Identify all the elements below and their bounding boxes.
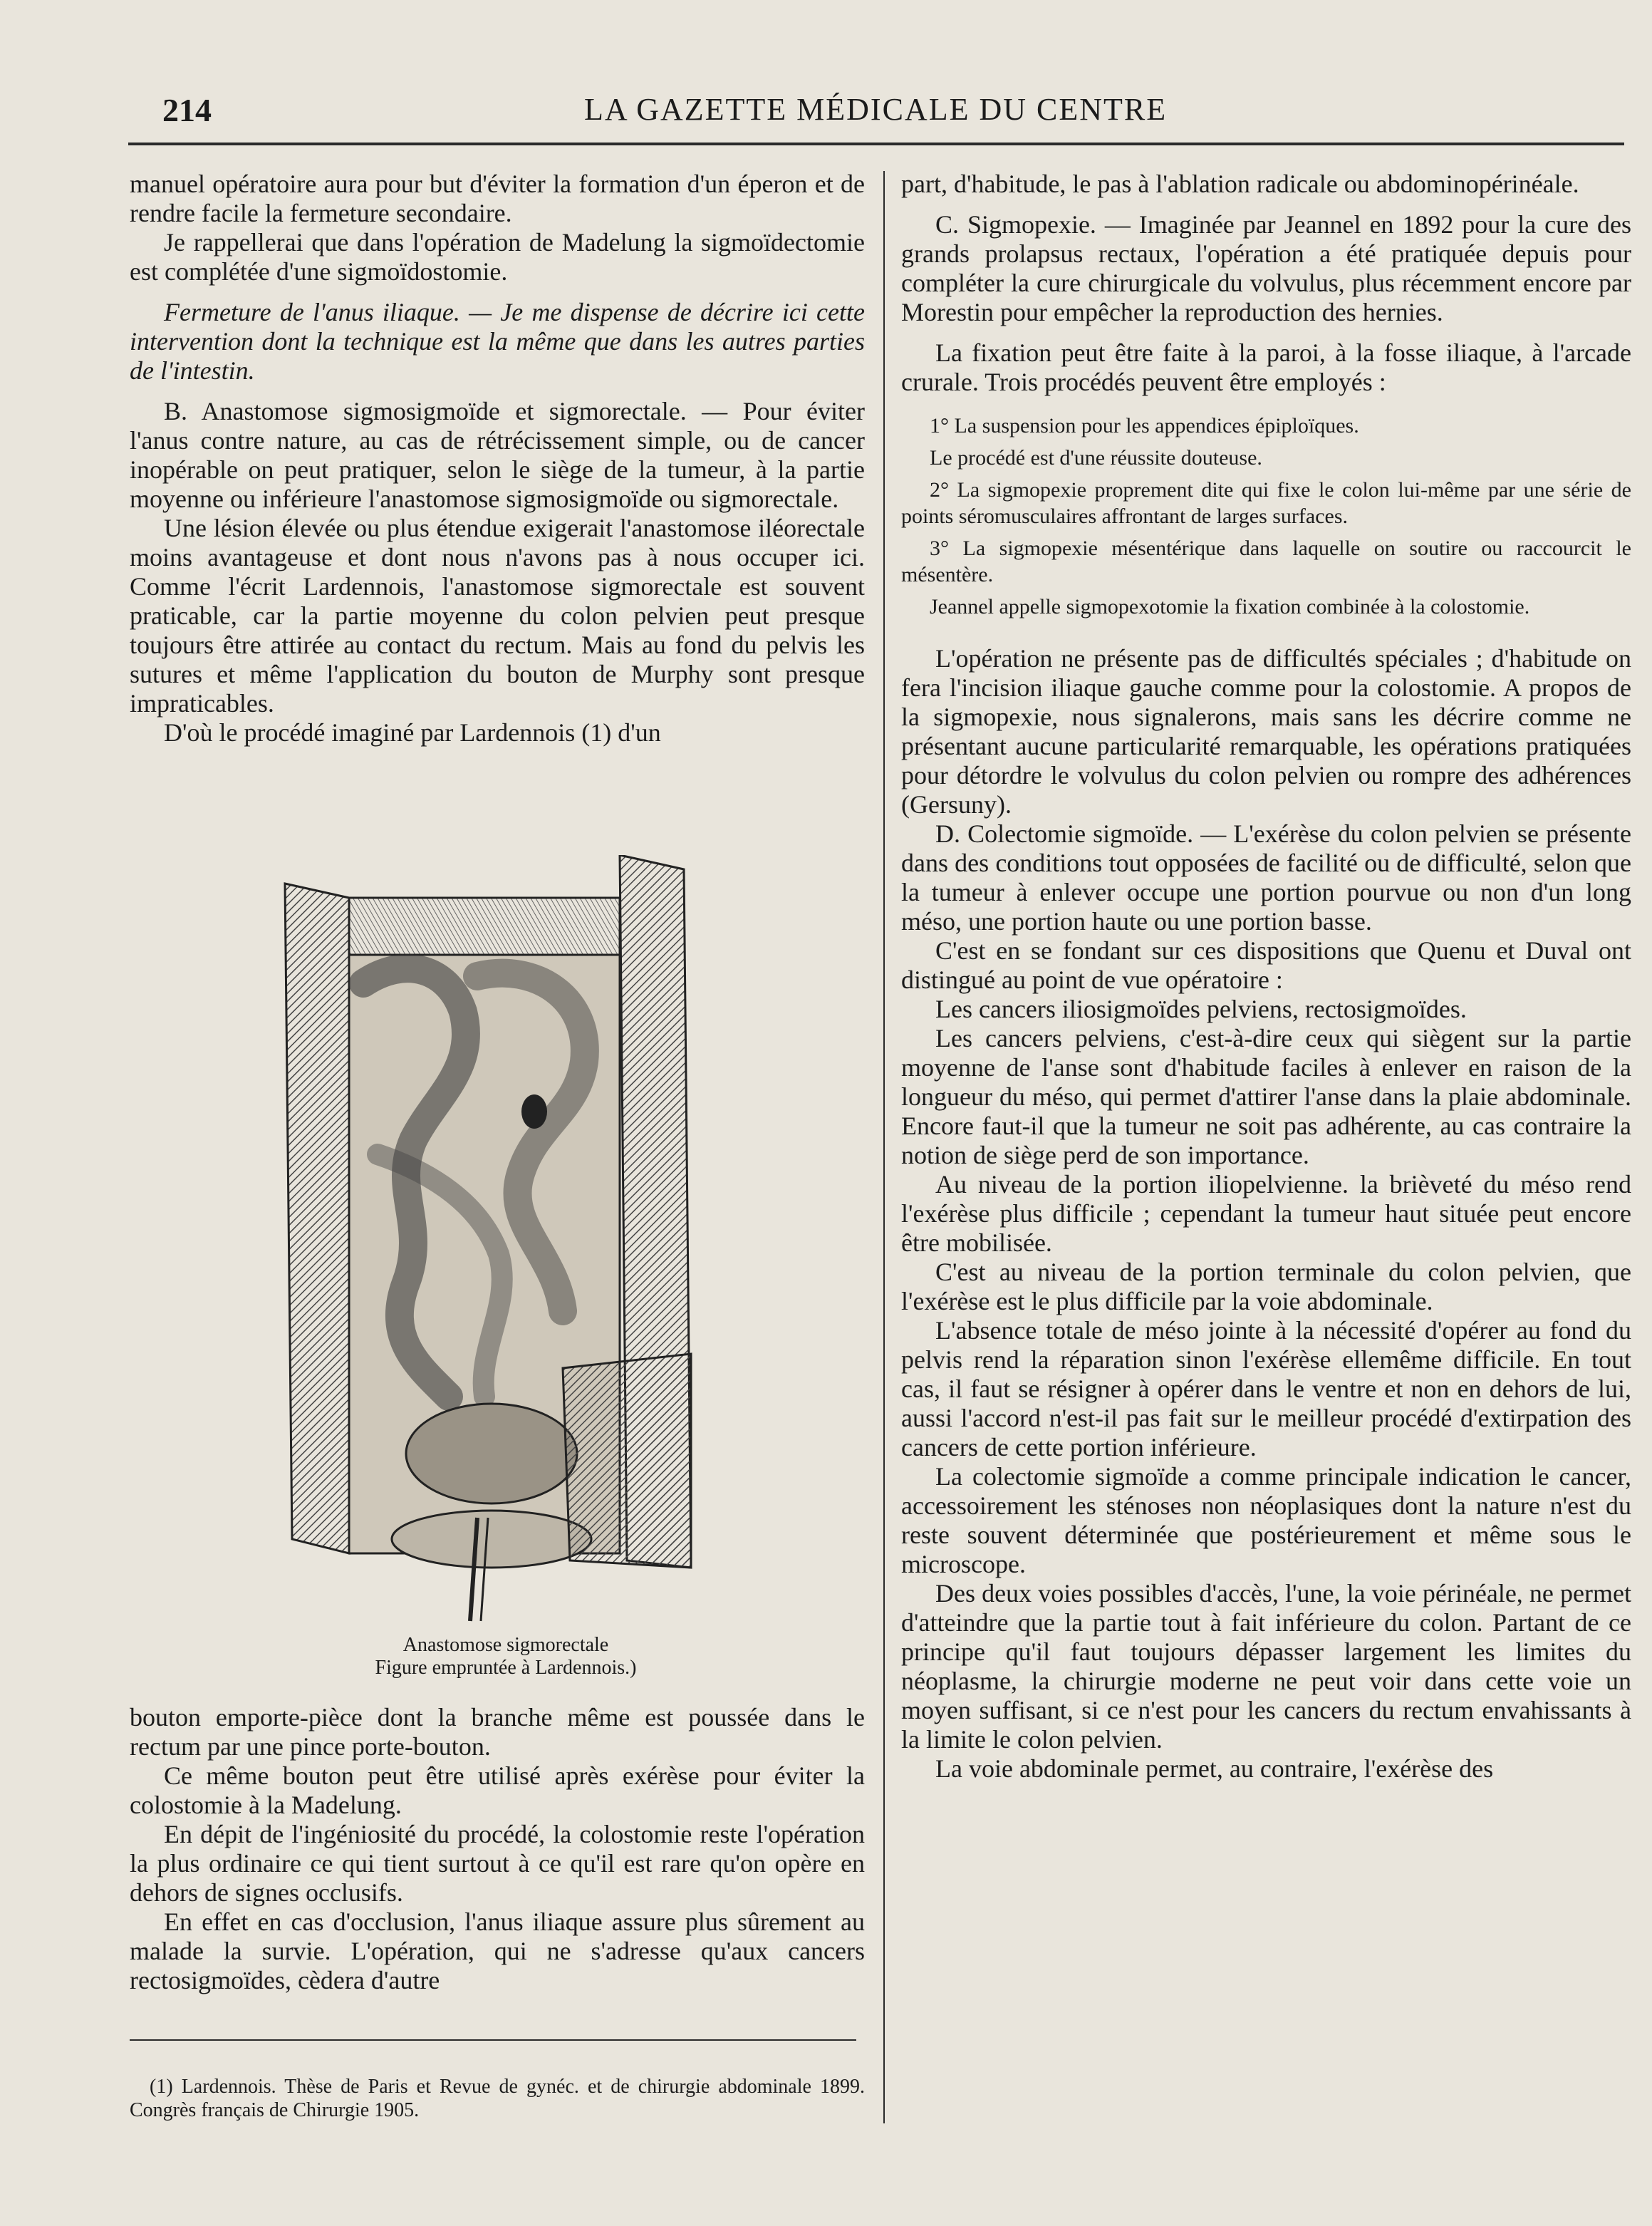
paragraph: C'est en se fondant sur ces dispositions que Quenu et Duval ont distingué au point de vue opératoire : — [901, 936, 1631, 994]
paragraph: L'opération ne présente pas de difficultés spéciales ; d'habitude on fera l'incision iliaque gauche comme pour la colostomie. A propos de la sigmopexie, nous signalerons, mais sans les décrire comme ne présentant aucune particularité remarquable, les opérations pratiquées pour détordre le volvulus du colon pelvien ou rompre des adhérences (Gersuny). — [901, 644, 1631, 819]
paragraph: Ce même bouton peut être utilisé après exérèse pour éviter la colostomie à la Madelung. — [130, 1761, 865, 1819]
heading-fermeture: Fermeture de l'anus iliaque. — Je me dispense de décrire ici cette intervention dont la technique est la même que dans les autres parties de l'intestin. — [130, 298, 865, 385]
paragraph: Une lésion élevée ou plus étendue exigerait l'anastomose iléorectale moins avantageuse et dont nous n'avons pas à nous occuper ici. Comme l'écrit Lardennois, l'anastomose sigmorectale est souvent praticable, car la partie moyenne du colon pelvien peut presque toujours être attirée au contact du rectum. Mais au fond du pelvis les sutures et même l'application du bouton de Murphy sont presque impraticables. — [130, 514, 865, 718]
left-column-top — [130, 170, 865, 747]
paragraph: La colectomie sigmoïde a comme principale indication le cancer, accessoirement les sténoses non néoplasiques dont la nature n'est du reste souvent déterminée que postérieurement et même sous le microscope. — [901, 1462, 1631, 1578]
paragraph: En dépit de l'ingéniosité du procédé, la colostomie reste l'opération la plus ordinaire ce qui tient surtout à ce qu'il est rare qu'on opère en dehors de signes occlusifs. — [130, 1820, 865, 1907]
column-divider — [883, 171, 885, 2123]
list-item: 1° La suspension pour les appendices épiploïques. — [930, 414, 1359, 438]
paragraph: Les cancers iliosigmoïdes pelviens, rectosigmoïdes. — [935, 995, 1467, 1023]
paragraph: D'où le procédé imaginé par Lardennois (1) d'un — [164, 718, 661, 747]
footnote-rule — [130, 2039, 856, 2041]
list-item: 3° La sigmopexie mésentérique dans laquelle on soutire ou raccourcit le mésentère. — [901, 537, 1631, 586]
paragraph: Des deux voies possibles d'accès, l'une, la voie périnéale, ne permet d'atteindre que la partie tout à fait inférieure du colon. Partant de ce principe qu'il faut toujours dépasser largement les limites du néoplasme, la chirurgie moderne ne peut voir dans cette voie un moyen suffisant, si ce n'est pour les cancers du rectum envahissants à la limite le colon pelvien. — [901, 1579, 1631, 1754]
left-column-bottom — [130, 1703, 865, 1995]
list-item: 2° La sigmopexie proprement dite qui fixe le colon lui-même par une série de points séromusculaires affrontant de larges surfaces. — [901, 478, 1631, 528]
page-header — [142, 91, 1617, 134]
paragraph: B. Anastomose sigmosigmoïde et sigmorectale. — Pour éviter l'anus contre nature, au cas de rétrécissement simple, ou de cancer inopérable on peut pratiquer, selon le siège de la tumeur, à la partie moyenne ou inférieure l'anastomose sigmosigmoïde ou sigmorectale. — [130, 397, 865, 513]
paragraph: La fixation peut être faite à la paroi, à la fosse iliaque, à l'arcade crurale. Trois procédés peuvent être employés : — [901, 338, 1631, 396]
paragraph: C'est au niveau de la portion terminale du colon pelvien, que l'exérèse est le plus difficile par la voie abdominale. — [901, 1258, 1631, 1315]
paragraph: Les cancers pelviens, c'est-à-dire ceux qui siègent sur la partie moyenne de l'anse sont d'habitude faciles à enlever en raison de la longueur du méso, qui permet d'attirer l'anse dans la plaie abdominale. Encore faut-il que la tumeur ne soit pas adhérente, au cas contraire la notion de siège perd de son importance. — [901, 1024, 1631, 1169]
footnote-text: (1) Lardennois. Thèse de Paris et Revue de gynéc. et de chirurgie abdominale 1899. Congrès français de Chirurgie 1905. — [130, 2076, 865, 2121]
paragraph: bouton emporte-pièce dont la branche même est poussée dans le rectum par une pince porte-bouton. — [130, 1703, 865, 1761]
page-number: 214 — [162, 92, 212, 128]
paragraph: Au niveau de la portion iliopelvienne. la brièveté du méso rend l'exérèse plus difficile ; cependant la tumeur haut située peut encore être mobilisée. — [901, 1170, 1631, 1257]
paragraph: La voie abdominale permet, au contraire, l'exérèse des — [935, 1754, 1494, 1783]
paragraph: part, d'habitude, le pas à l'ablation radicale ou abdominopérinéale. — [901, 170, 1579, 198]
list-item: Le procédé est d'une réussite douteuse. — [930, 446, 1262, 470]
surgical-illustration — [264, 855, 734, 1625]
journal-title: LA GAZETTE MÉDICALE DU CENTRE — [584, 92, 1168, 127]
procedure-list — [901, 413, 1631, 620]
paragraph: C. Sigmopexie. — Imaginée par Jeannel en 1892 pour la cure des grands prolapsus rectaux, l'opération a été pratiquée depuis pour compléter la cure chirurgicale du volvulus, plus récemment encore par Morestin pour empêcher la reproduction des hernies. — [901, 210, 1631, 326]
anastomosis-drawing — [264, 855, 734, 1625]
caption-line: Figure empruntée à Lardennois.) — [375, 1657, 637, 1679]
right-column — [901, 170, 1631, 1784]
header-rule — [128, 143, 1624, 145]
paragraph: L'absence totale de méso jointe à la nécessité d'opérer au fond du pelvis rend la réparation sinon l'exérèse ellemême difficile. En tout cas, il faut se résigner à opérer dans le ventre et non en dehors de lui, aussi l'accord n'est-il pas fait sur le meilleur procédé d'extirpation des cancers de cette portion inférieure. — [901, 1316, 1631, 1461]
list-item: Jeannel appelle sigmopexotomie la fixation combinée à la colostomie. — [930, 595, 1530, 618]
caption-line: Anastomose sigmorectale — [402, 1634, 609, 1656]
paragraph: Je rappellerai que dans l'opération de Madelung la sigmoïdectomie est complétée d'une sigmoïdostomie. — [130, 228, 865, 286]
paragraph — [130, 298, 865, 385]
footnote — [130, 2075, 865, 2122]
paragraph: manuel opératoire aura pour but d'éviter la formation d'un éperon et de rendre facile la fermeture secondaire. — [130, 170, 865, 227]
paragraph: En effet en cas d'occlusion, l'anus iliaque assure plus sûrement au malade la survie. L'opération, qui ne s'adresse qu'aux cancers rectosigmoïdes, cèdera d'autre — [130, 1907, 865, 1994]
paragraph: D. Colectomie sigmoïde. — L'exérèse du colon pelvien se présente dans des conditions tout opposées de facilité ou de difficulté, selon que la tumeur à enlever occupe une portion pourvue ou non d'un long méso, une portion haute ou une portion basse. — [901, 819, 1631, 936]
figure-caption — [214, 1634, 798, 1679]
